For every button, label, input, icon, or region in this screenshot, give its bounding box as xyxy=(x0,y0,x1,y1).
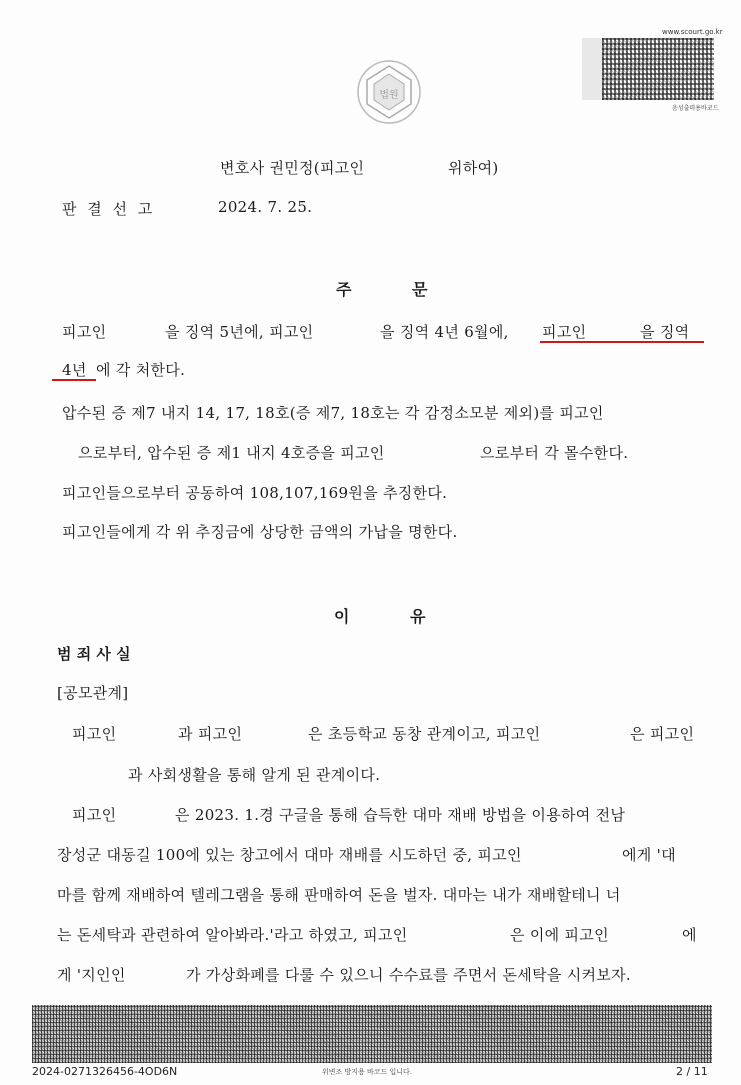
section-heading: 범 죄 사 실 xyxy=(57,645,131,663)
p6a: 는 돈세탁과 관련하여 알아봐라.'라고 하였고, 피고인 xyxy=(57,926,408,944)
order-l6: 피고인들에게 각 위 추징금에 상당한 금액의 가납을 명한다. xyxy=(62,523,458,541)
order-l4a: 으로부터, 압수된 증 제1 내지 4호증을 피고인 xyxy=(78,444,385,462)
qr-barcode-top xyxy=(582,38,714,100)
red-underline-1 xyxy=(540,341,704,343)
p1c: 은 초등학교 동창 관계이고, 피고인 xyxy=(308,725,541,743)
order-l1c: 을 징역 4년 6월에, xyxy=(380,323,509,341)
order-l1e: 을 징역 xyxy=(640,323,690,341)
svg-text:법원: 법원 xyxy=(379,90,399,101)
red-underline-2 xyxy=(52,379,96,381)
p1b: 과 피고인 xyxy=(178,725,243,743)
attorney-line-left: 변호사 권민정(피고인 xyxy=(220,159,365,177)
p6c: 에 xyxy=(682,926,697,944)
p1d: 은 피고인 xyxy=(630,725,695,743)
p2: 과 사회생활을 통해 알게 된 관계이다. xyxy=(128,766,381,784)
court-seal xyxy=(355,58,423,126)
judgment-label: 판 결 선 고 xyxy=(62,200,156,218)
judgment-date: 2024. 7. 25. xyxy=(218,198,313,216)
p1a: 피고인 xyxy=(72,725,117,743)
p7b: 가 가상화폐를 다룰 수 있으니 수수료를 주면서 돈세탁을 시켜보자. xyxy=(186,966,631,984)
p3a: 피고인 xyxy=(72,806,117,824)
order-l3: 압수된 증 제7 내지 14, 17, 18호(증 제7, 18호는 각 감정소모분 제외)를 피고인 xyxy=(62,404,604,422)
order-l1b: 을 징역 5년에, 피고인 xyxy=(165,323,314,341)
qr-label: 음성출력용바코드 xyxy=(672,105,719,112)
order-l1a: 피고인 xyxy=(62,323,107,341)
attorney-line-right: 위하여) xyxy=(448,159,499,177)
anti-forgery-barcode xyxy=(32,1005,712,1063)
order-l5: 피고인들으로부터 공동하여 108,107,169원을 추징한다. xyxy=(62,484,448,502)
p6b: 은 이에 피고인 xyxy=(510,926,609,944)
order-title-1: 주 xyxy=(336,280,353,299)
reasons-title-2: 유 xyxy=(410,607,427,626)
doc-id: 2024-0271326456-4OD6N xyxy=(32,1065,178,1078)
p4b: 에게 '대 xyxy=(622,846,676,864)
qr-url: www.scourt.go.kr xyxy=(662,28,723,36)
page-number: 2 / 11 xyxy=(676,1065,708,1078)
order-l1d: 피고인 xyxy=(542,323,587,341)
p4a: 장성군 대동길 100에 있는 창고에서 대마 재배를 시도하던 중, 피고인 xyxy=(57,846,522,864)
subsection-heading: [공모관계] xyxy=(57,684,129,702)
reasons-title-1: 이 xyxy=(334,607,351,626)
p5: 마를 함께 재배하여 텔레그램을 통해 판매하여 돈을 벌자. 대마는 내가 재배할테니 너 xyxy=(57,886,621,904)
p7a: 게 '지인인 xyxy=(57,966,126,984)
order-title-2: 문 xyxy=(412,280,429,299)
barcode-notice: 위변조 방지용 바코드 입니다. xyxy=(322,1068,413,1076)
order-l2b: 에 각 처한다. xyxy=(96,361,186,379)
order-l4b: 으로부터 각 몰수한다. xyxy=(480,444,629,462)
order-l2a: 4년 xyxy=(62,361,87,379)
p3b: 은 2023. 1.경 구글을 통해 습득한 대마 재배 방법을 이용하여 전남 xyxy=(175,806,626,824)
